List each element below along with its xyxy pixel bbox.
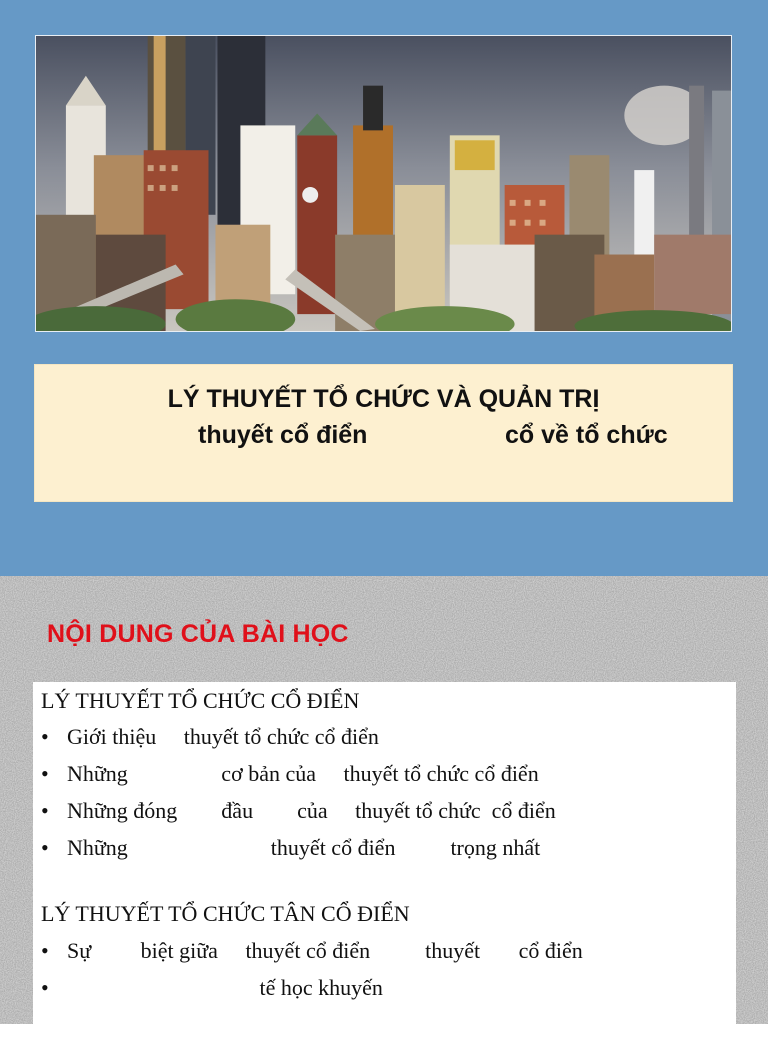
list-item: • Những cơ bản của thuyết tổ chức cổ điển <box>41 761 539 786</box>
slide-title: LÝ THUYẾT TỔ CHỨC VÀ QUẢN TRỊ <box>167 385 600 413</box>
list-item: • Những đóng đầu của thuyết tổ chức cổ điển <box>41 798 556 823</box>
content-slide <box>0 576 768 1024</box>
title-box <box>34 364 733 502</box>
content-box <box>33 682 736 1042</box>
list-item: • Những thuyết cổ điển trọng nhất <box>41 835 541 860</box>
list-item: • tế học khuyến <box>41 975 383 1000</box>
section-title-neoclassical: LÝ THUYẾT TỔ CHỨC TÂN CỔ ĐIỂN <box>41 901 410 926</box>
slide-subtitle-part2: cổ về tổ chức <box>505 421 668 449</box>
list-item: • Giới thiệu thuyết tổ chức cổ điển <box>41 724 379 749</box>
city-skyline-image <box>35 35 732 332</box>
lesson-heading: NỘI DUNG CỦA BÀI HỌC <box>47 620 349 648</box>
section-title-classical: LÝ THUYẾT TỔ CHỨC CỔ ĐIỂN <box>41 688 360 713</box>
slide-subtitle-part1: thuyết cổ điển <box>198 421 368 449</box>
list-item: • Sự biệt giữa thuyết cổ điển thuyết cổ điển <box>41 938 583 963</box>
